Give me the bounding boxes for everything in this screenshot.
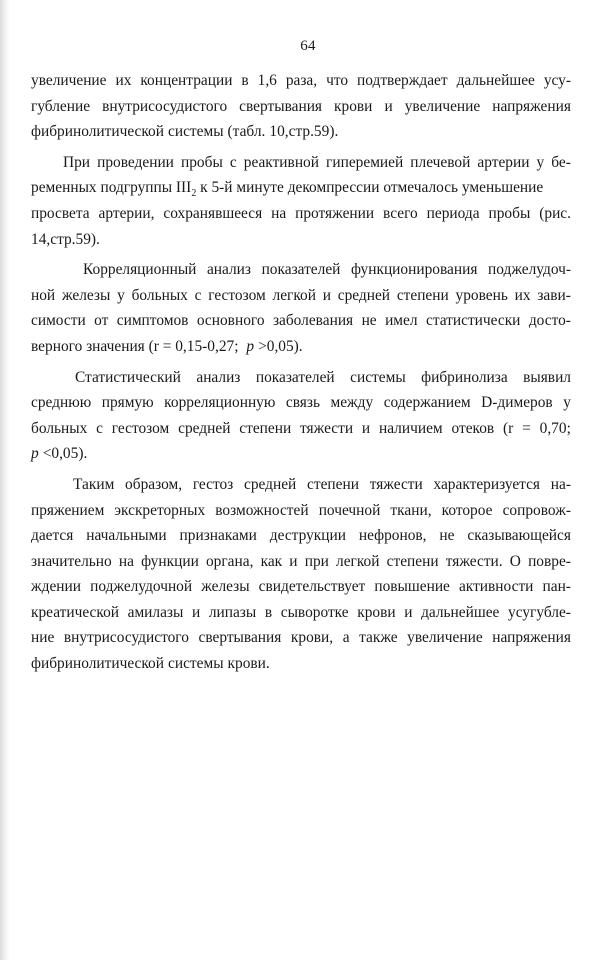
- word: основного: [196, 312, 265, 330]
- word: фибринолиза: [421, 368, 508, 386]
- word: протяжении: [295, 204, 375, 222]
- word: статистически: [425, 312, 521, 330]
- word: пан-: [542, 578, 571, 596]
- word: усу-: [543, 72, 571, 89]
- word: 1,6: [257, 72, 277, 89]
- word: средней: [337, 286, 391, 304]
- paragraph-5: [31, 472, 571, 677]
- text-line: [31, 175, 571, 201]
- word: выявил: [523, 368, 571, 386]
- word: артерии: [477, 153, 530, 171]
- word: при: [304, 552, 329, 570]
- word: содержанием: [383, 394, 471, 412]
- text-line: [31, 625, 571, 651]
- text-run: верного значения (r = 0,15-0,27; p >0,05).: [31, 337, 303, 355]
- word: крови,: [290, 629, 334, 647]
- word: свидетельствует: [258, 578, 366, 596]
- text-line: [31, 600, 571, 626]
- word: ткани,: [390, 501, 432, 519]
- word: и: [384, 97, 393, 115]
- word: ждении: [31, 578, 82, 596]
- word: отеков: [451, 419, 495, 437]
- word: на: [118, 552, 134, 570]
- word: пробы: [180, 153, 223, 171]
- word: О: [509, 552, 521, 570]
- word: начальными: [86, 527, 167, 545]
- subscript: 2: [191, 188, 197, 200]
- word: зави-: [537, 286, 571, 304]
- word: и: [361, 419, 371, 437]
- word: подтверждает: [357, 72, 448, 89]
- text-line: [31, 416, 571, 442]
- word: свертывания: [198, 629, 282, 647]
- word: с: [96, 419, 103, 437]
- word: пробы: [488, 204, 531, 222]
- text-line: [31, 365, 571, 391]
- word: функции: [141, 552, 199, 570]
- word: между: [330, 394, 374, 412]
- word: железы: [201, 578, 250, 596]
- word: и: [191, 603, 201, 621]
- word: крови.: [227, 655, 270, 673]
- body-text: [31, 68, 571, 677]
- word: концентрации: [140, 72, 233, 89]
- word: фибринолитической: [31, 655, 164, 673]
- word: анализ: [206, 261, 251, 279]
- word: их: [115, 72, 132, 89]
- word: дальнейшее: [421, 603, 500, 621]
- word: а: [342, 629, 350, 647]
- word: анализ: [196, 368, 241, 386]
- word: напряжения: [492, 97, 571, 115]
- text-run: ременных подгруппы $III_2$ к 5-й минуте декомпрессии отмечалось уменьшение: [31, 179, 544, 200]
- word: связь: [285, 394, 320, 412]
- text-line: [31, 390, 571, 416]
- word: тяжести.: [445, 552, 503, 570]
- word: легкой: [272, 286, 316, 304]
- word: (рис.: [539, 204, 571, 222]
- text-line: [31, 94, 571, 120]
- word: сохранявшееся: [163, 204, 263, 222]
- word: сыворотке: [280, 603, 349, 621]
- word: гестозом: [208, 286, 266, 304]
- word: гестозом: [111, 419, 170, 437]
- word: у: [536, 153, 545, 171]
- word: ние: [31, 629, 55, 647]
- word: реактивной: [243, 153, 319, 171]
- text-line: [31, 472, 571, 498]
- word: бе-: [551, 153, 571, 171]
- word: сказывающейся: [467, 527, 571, 545]
- word: образом,: [125, 475, 183, 493]
- word: При: [63, 153, 91, 171]
- word: средней: [244, 475, 297, 493]
- word: дается: [31, 527, 74, 545]
- text-line: [31, 257, 571, 283]
- word: у: [117, 286, 125, 304]
- word: увеличение: [404, 97, 481, 115]
- paragraph-1: [31, 68, 571, 145]
- text-line: [31, 441, 571, 467]
- word: характеризуется: [433, 475, 541, 493]
- word: в: [241, 72, 249, 89]
- word: деструкции: [269, 527, 346, 545]
- word: досто-: [528, 312, 571, 330]
- word: раза,: [285, 72, 318, 89]
- word: поджелудочной: [90, 578, 193, 596]
- text-line: [31, 308, 571, 334]
- word: гиперемией: [326, 153, 404, 171]
- page-number: 64: [300, 38, 316, 54]
- word: липазы: [208, 603, 257, 621]
- word: нефронов,: [358, 527, 427, 545]
- word: увеличение: [31, 72, 107, 89]
- word: больных: [31, 419, 88, 437]
- word: с: [229, 153, 237, 171]
- word: крови: [334, 97, 373, 115]
- text-line: [31, 283, 571, 309]
- text-line: [31, 549, 571, 575]
- word: =: [522, 419, 531, 437]
- text-line: [31, 68, 571, 94]
- text-line: [31, 201, 571, 227]
- word: внутрисосудистого: [63, 629, 189, 647]
- word: показателей: [261, 261, 341, 279]
- word: на: [271, 204, 287, 222]
- word: легкой: [336, 552, 380, 570]
- word: показателей: [255, 368, 335, 386]
- word: плечевой: [410, 153, 471, 171]
- word: системы: [168, 655, 224, 673]
- word: фибринолитической: [31, 123, 164, 141]
- text-line: [31, 574, 571, 600]
- word: от: [94, 312, 109, 330]
- word: напряжения: [492, 629, 571, 647]
- word: Таким: [73, 475, 115, 493]
- word: степени: [386, 552, 439, 570]
- word: в: [264, 603, 273, 621]
- word: на-: [550, 475, 571, 493]
- word: дальнейшее: [456, 72, 535, 89]
- word: внутрисосудистого: [102, 97, 228, 115]
- word: не: [361, 312, 377, 330]
- word: губление: [31, 97, 91, 115]
- word: повре-: [528, 552, 571, 570]
- word: экскреторных: [114, 501, 206, 519]
- word: активности: [458, 578, 534, 596]
- word: всего: [383, 204, 418, 222]
- word: тяжести: [300, 419, 354, 437]
- word: Корреляционный: [83, 261, 197, 279]
- paragraph-2: [31, 150, 571, 252]
- word: симптомов: [116, 312, 189, 330]
- word: функционирования: [350, 261, 478, 279]
- word: корреляционную: [164, 394, 276, 412]
- text-line: [31, 334, 571, 360]
- word: 0,70;: [539, 419, 571, 437]
- word: усугубле-: [508, 603, 571, 621]
- word: (табл.: [227, 123, 266, 141]
- word: степени: [239, 419, 292, 437]
- word: (r: [503, 419, 514, 437]
- word: как: [260, 552, 283, 570]
- word: Статистический: [75, 368, 181, 386]
- word: системы: [350, 368, 406, 386]
- word: степени: [396, 286, 449, 304]
- scan-edge-shadow: [0, 0, 10, 960]
- word: крови: [357, 603, 396, 621]
- text-line: [31, 651, 571, 677]
- paragraph-4: [31, 365, 571, 467]
- word: периода: [426, 204, 480, 222]
- word: и: [289, 552, 298, 570]
- word: значительно: [31, 552, 112, 570]
- word: что: [326, 72, 349, 89]
- word: 14,стр.59).: [31, 230, 100, 248]
- word: железы: [61, 286, 111, 304]
- word: имел: [385, 312, 418, 330]
- word: пряжением: [31, 501, 105, 519]
- text-line: [31, 119, 571, 145]
- word: которое: [441, 501, 493, 519]
- word: амилазы: [127, 603, 184, 621]
- word: артерии,: [98, 204, 155, 222]
- word: у: [563, 394, 571, 412]
- paragraph-3: [31, 257, 571, 359]
- word: наличием: [378, 419, 443, 437]
- word: D-димеров: [481, 394, 553, 412]
- word: и: [322, 286, 331, 304]
- text-line: [31, 498, 571, 524]
- word: больных: [131, 286, 188, 304]
- text-line: [31, 227, 571, 253]
- word: проведении: [97, 153, 174, 171]
- word: признаками: [179, 527, 257, 545]
- word: их: [514, 286, 531, 304]
- word: свертывания: [239, 97, 323, 115]
- word: системы: [168, 123, 224, 141]
- word: ной: [31, 286, 56, 304]
- word: гестоз: [192, 475, 234, 493]
- word: 10,стр.59).: [269, 123, 339, 141]
- word: возможностей: [215, 501, 309, 519]
- word: тяжести: [369, 475, 423, 493]
- word: прямую: [101, 394, 154, 412]
- word: симости: [31, 312, 86, 330]
- word: и: [404, 603, 413, 621]
- text-line: [31, 523, 571, 549]
- word: органа,: [205, 552, 254, 570]
- word: просвета: [31, 204, 90, 222]
- word: заболевания: [272, 312, 354, 330]
- word: сопровож-: [502, 501, 571, 519]
- word: средней: [178, 419, 231, 437]
- text-run: p <0,05).: [31, 445, 88, 463]
- word: креатической: [31, 603, 119, 621]
- word: повышение: [374, 578, 450, 596]
- word: с: [194, 286, 202, 304]
- word: поджелудоч-: [488, 261, 571, 279]
- word: также: [359, 629, 398, 647]
- word: уровень: [455, 286, 508, 304]
- word: не: [439, 527, 455, 545]
- word: среднюю: [31, 394, 92, 412]
- word: степени: [307, 475, 359, 493]
- text-line: [31, 150, 571, 176]
- word: почечной: [318, 501, 381, 519]
- word: увеличение: [407, 629, 483, 647]
